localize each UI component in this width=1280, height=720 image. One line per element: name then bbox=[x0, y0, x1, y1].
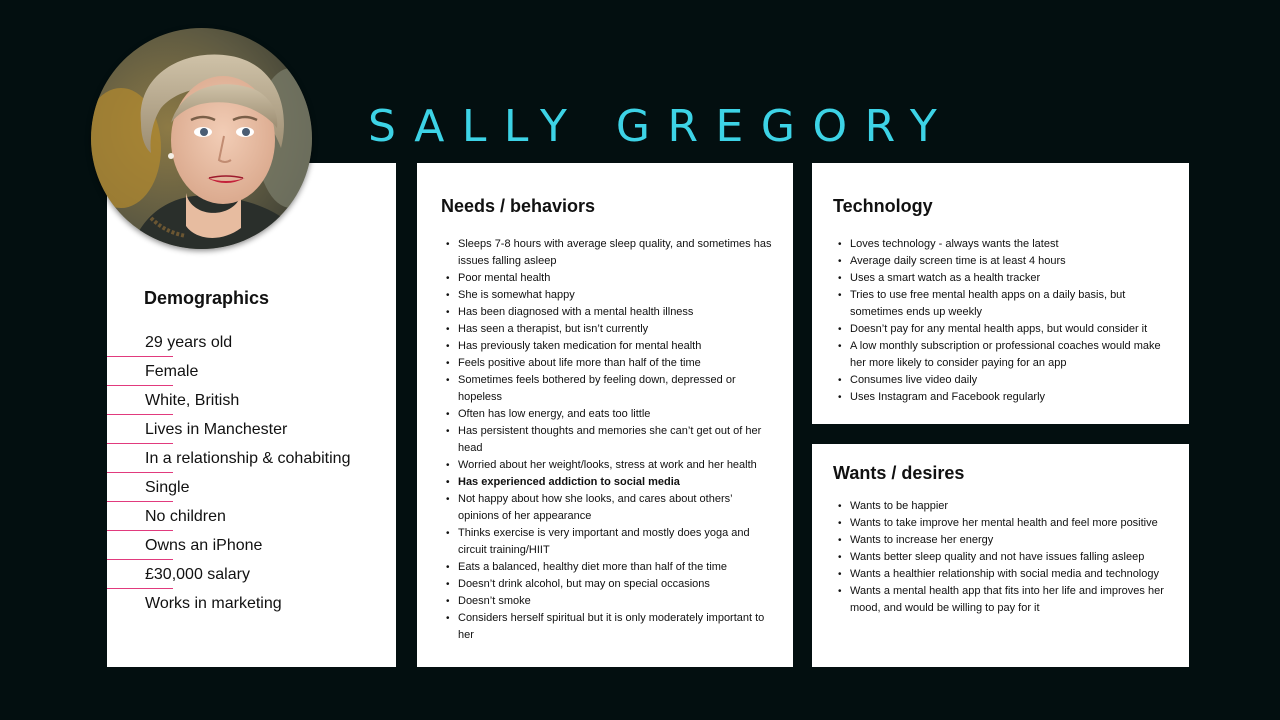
list-item: • Considers herself spiritual but it is only moderately important to her bbox=[442, 610, 772, 644]
demographics-item-text: Owns an iPhone bbox=[145, 537, 263, 554]
list-item: • Uses a smart watch as a health tracker bbox=[834, 270, 1179, 287]
list-item: • She is somewhat happy bbox=[442, 287, 772, 304]
demographics-item-text: No children bbox=[145, 508, 226, 525]
demographics-item bbox=[107, 328, 396, 357]
list-item: • Doesn’t drink alcohol, but may on special occasions bbox=[442, 576, 772, 593]
list-item: • Eats a balanced, healthy diet more than half of the time bbox=[442, 559, 772, 576]
list-item: • Has persistent thoughts and memories she can’t get out of her head bbox=[442, 423, 772, 457]
list-item: • Has previously taken medication for mental health bbox=[442, 338, 772, 355]
demographics-item bbox=[107, 531, 396, 560]
list-item: • Wants to be happier bbox=[834, 498, 1169, 515]
list-item: • Average daily screen time is at least 4 hours bbox=[834, 253, 1179, 270]
demographics-item-text: 29 years old bbox=[145, 334, 233, 351]
list-item: • Wants a healthier relationship with social media and technology bbox=[834, 566, 1169, 583]
demographics-item-text: Works in marketing bbox=[145, 595, 282, 612]
demographics-item bbox=[107, 357, 396, 386]
list-item: • Often has low energy, and eats too little bbox=[442, 406, 772, 423]
technology-card bbox=[812, 163, 1189, 424]
list-item: • Has been diagnosed with a mental health illness bbox=[442, 304, 772, 321]
demographics-item-text: In a relationship & cohabiting bbox=[145, 450, 351, 467]
demographics-item-text: £30,000 salary bbox=[145, 566, 250, 583]
list-item: • Feels positive about life more than half of the time bbox=[442, 355, 772, 372]
list-item: • Doesn’t smoke bbox=[442, 593, 772, 610]
demographics-item bbox=[107, 502, 396, 531]
list-item: • Loves technology - always wants the latest bbox=[834, 236, 1179, 253]
needs-heading: Needs / behaviors bbox=[441, 196, 596, 216]
wants-heading: Wants / desires bbox=[833, 463, 965, 483]
list-item: • Not happy about how she looks, and cares about others’ opinions of her appearance bbox=[442, 491, 772, 525]
demographics-item-text: Lives in Manchester bbox=[145, 421, 288, 438]
list-item: • Has seen a therapist, but isn’t currently bbox=[442, 321, 772, 338]
wants-list bbox=[834, 498, 1169, 617]
technology-heading: Technology bbox=[833, 196, 933, 216]
list-item: • Uses Instagram and Facebook regularly bbox=[834, 389, 1179, 406]
wants-card bbox=[812, 444, 1189, 667]
demographics-card bbox=[107, 163, 396, 667]
list-item: • Wants a mental health app that fits into her life and improves her mood, and would be willing to pay for it bbox=[834, 583, 1169, 617]
list-item: • Consumes live video daily bbox=[834, 372, 1179, 389]
technology-list bbox=[834, 236, 1179, 406]
demographics-item-text: White, British bbox=[145, 392, 240, 409]
persona-name: SALLY GREGORY bbox=[368, 101, 955, 153]
list-item: • Wants to take improve her mental health and feel more positive bbox=[834, 515, 1169, 532]
avatar bbox=[91, 28, 312, 249]
demographics-item bbox=[107, 560, 396, 589]
demographics-item bbox=[107, 444, 396, 473]
list-item: • A low monthly subscription or professional coaches would make her more likely to consider paying for an app bbox=[834, 338, 1179, 372]
avatar-illustration bbox=[91, 28, 312, 249]
list-item: • Doesn’t pay for any mental health apps, but would consider it bbox=[834, 321, 1179, 338]
demographics-item bbox=[107, 473, 396, 502]
list-item: • Sleeps 7-8 hours with average sleep quality, and sometimes has issues falling asleep bbox=[442, 236, 772, 270]
demographics-heading: Demographics bbox=[144, 288, 270, 308]
list-item: • Wants better sleep quality and not have issues falling asleep bbox=[834, 549, 1169, 566]
list-item: • Worried about her weight/looks, stress at work and her health bbox=[442, 457, 772, 474]
list-item: • Thinks exercise is very important and mostly does yoga and circuit training/HIIT bbox=[442, 525, 772, 559]
needs-list bbox=[442, 236, 772, 644]
demographics-item-text: Female bbox=[145, 363, 199, 380]
list-item-emphasized: • Has experienced addiction to social media bbox=[442, 474, 772, 491]
demographics-item-text: Single bbox=[145, 479, 190, 496]
list-item: • Sometimes feels bothered by feeling down, depressed or hopeless bbox=[442, 372, 772, 406]
list-item: • Tries to use free mental health apps on a daily basis, but sometimes ends up weekly bbox=[834, 287, 1179, 321]
needs-card bbox=[417, 163, 793, 667]
demographics-item bbox=[107, 589, 396, 618]
demographics-item bbox=[107, 415, 396, 444]
demographics-item bbox=[107, 386, 396, 415]
demographics-list bbox=[107, 328, 396, 618]
list-item: • Wants to increase her energy bbox=[834, 532, 1169, 549]
list-item: • Poor mental health bbox=[442, 270, 772, 287]
